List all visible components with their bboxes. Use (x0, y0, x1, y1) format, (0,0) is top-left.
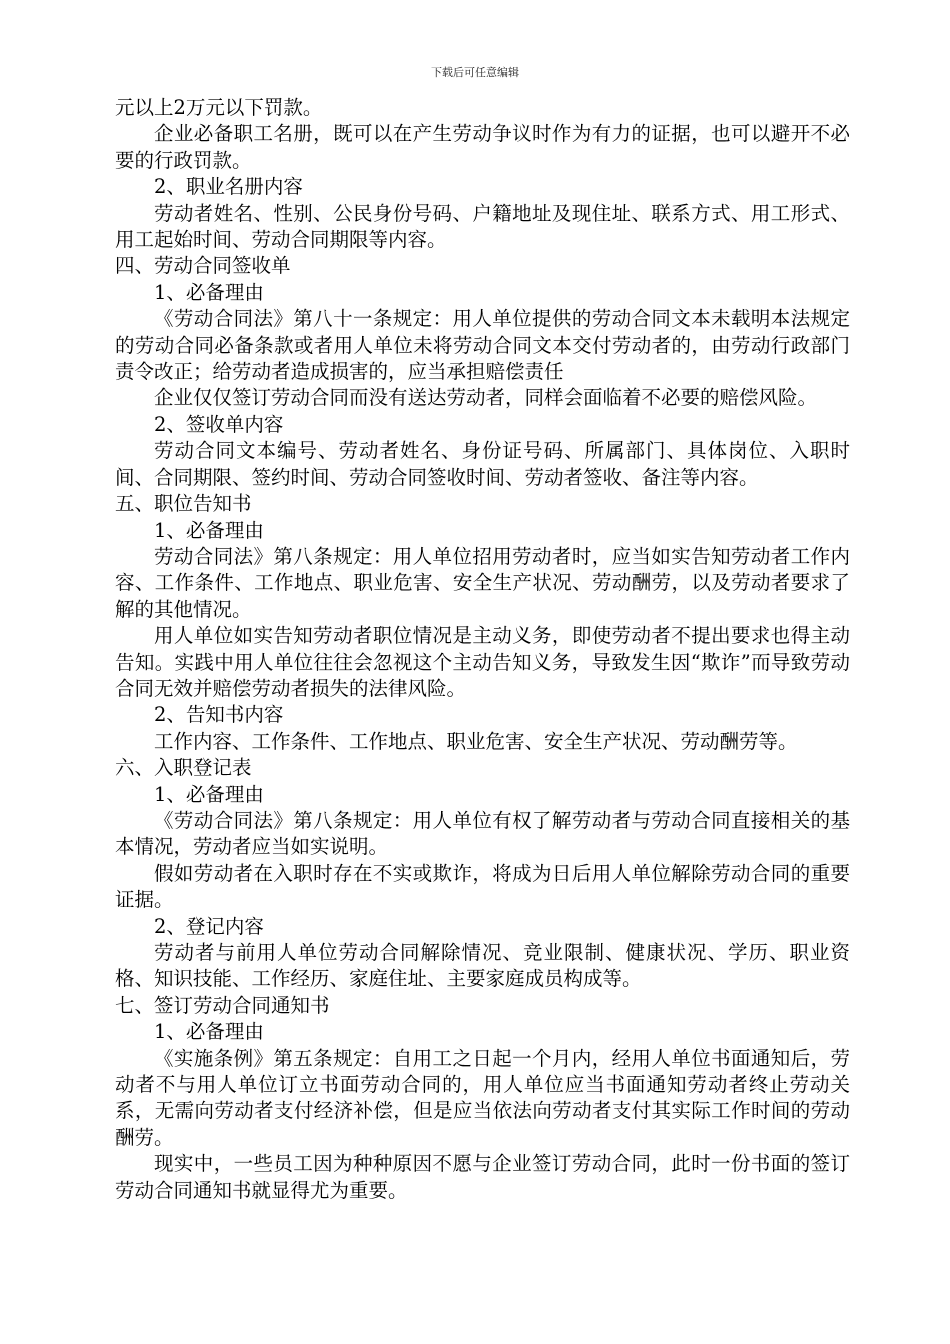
paragraph: 《劳动合同法》第八条规定：用人单位有权了解劳动者与劳动合同直接相关的基本情况，劳动者应当如实说明。 (115, 808, 850, 859)
paragraph: 企业必备职工名册，既可以在产生劳动争议时作为有力的证据，也可以避开不必要的行政罚款。 (115, 122, 850, 172)
paragraph: 劳动合同文本编号、劳动者姓名、身份证号码、所属部门、具体岗位、入职时间、合同期限、签约时间、劳动合同签收时间、劳动者签收、备注等内容。 (115, 439, 850, 489)
subheading: 1、必备理由 (154, 782, 264, 806)
page-header-note: 下载后可任意编辑 (431, 66, 519, 79)
section-heading: 四、劳动合同签收单 (115, 254, 291, 278)
subheading: 1、必备理由 (154, 280, 264, 304)
subheading: 1、必备理由 (154, 518, 264, 542)
paragraph: 假如劳动者在入职时存在不实或欺诈，将成为日后用人单位解除劳动合同的重要证据。 (115, 861, 850, 912)
document-body (115, 95, 850, 1204)
subheading: 2、登记内容 (154, 914, 264, 938)
paragraph: 用人单位如实告知劳动者职位情况是主动义务，即使劳动者不提出要求也得主动告知。实践中用人单位往往会忽视这个主动告知义务，导致发生因“欺诈”而导致劳动合同无效并赔偿劳动者损失的法律风险。 (115, 624, 850, 700)
subheading: 1、必备理由 (154, 1020, 264, 1044)
paragraph: 《实施条例》第五条规定：自用工之日起一个月内，经用人单位书面通知后，劳动者不与用人单位订立书面劳动合同的，用人单位应当书面通知劳动者终止劳动关系，无需向劳动者支付经济补偿，但是应当依法向劳动者支付其实际工作时间的劳动酬劳。 (115, 1046, 850, 1149)
section-heading: 七、签订劳动合同通知书 (115, 993, 330, 1017)
paragraph: 劳动合同法》第八条规定：用人单位招用劳动者时，应当如实告知劳动者工作内容、工作条件、工作地点、职业危害、安全生产状况、劳动酬劳，以及劳动者要求了解的其他情况。 (115, 544, 850, 621)
section-heading: 六、入职登记表 (115, 756, 252, 780)
paragraph: 企业仅仅签订劳动合同而没有送达劳动者，同样会面临着不必要的赔偿风险。 (154, 386, 818, 410)
paragraph: 工作内容、工作条件、工作地点、职业危害、安全生产状况、劳动酬劳等。 (154, 729, 798, 753)
paragraph: 《劳动合同法》第八十一条规定：用人单位提供的劳动合同文本未载明本法规定的劳动合同必备条款或者用人单位未将劳动合同文本交付劳动者的，由劳动行政部门责令改正；给劳动者造成损害的，应当承担赔偿责任 (115, 307, 850, 384)
paragraph: 劳动者姓名、性别、公民身份号码、户籍地址及现住址、联系方式、用工形式、用工起始时间、劳动合同期限等内容。 (115, 201, 850, 252)
section-heading: 五、职位告知书 (115, 492, 252, 516)
subheading: 2、签收单内容 (154, 412, 284, 436)
paragraph: 劳动者与前用人单位劳动合同解除情况、竞业限制、健康状况、学历、职业资格、知识技能、工作经历、家庭住址、主要家庭成员构成等。 (115, 941, 850, 991)
paragraph: 现实中，一些员工因为种种原因不愿与企业签订劳动合同，此时一份书面的签订劳动合同通知书就显得尤为重要。 (115, 1152, 850, 1202)
subheading: 2、告知书内容 (154, 703, 284, 727)
paragraph: 元以上2万元以下罚款。 (115, 96, 323, 119)
subheading: 2、职业名册内容 (154, 175, 303, 199)
